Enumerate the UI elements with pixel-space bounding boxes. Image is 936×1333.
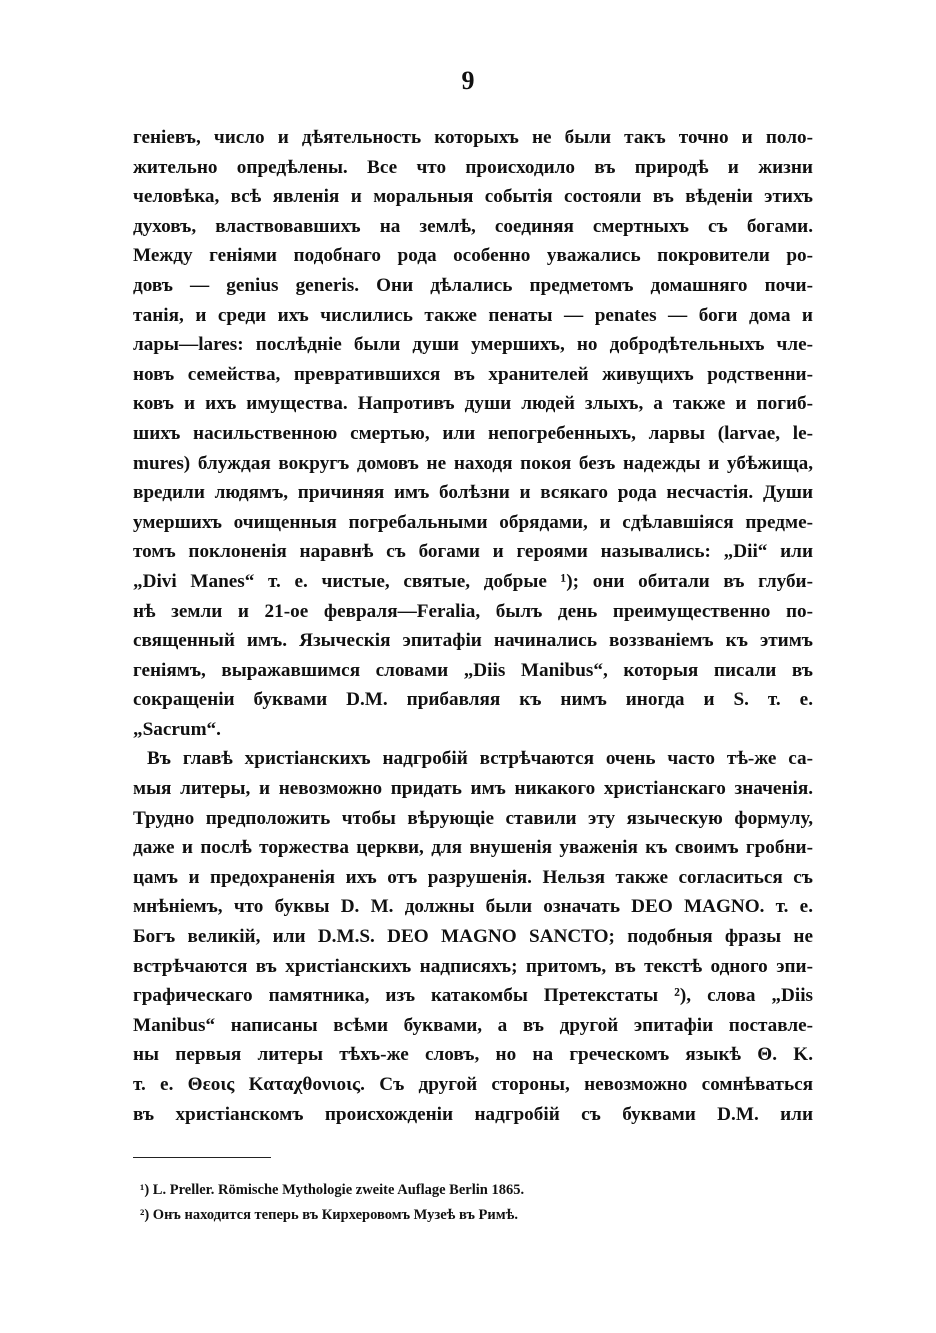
text-line: ны первыя литеры тѣхъ-же словъ, но на греческомъ языкѣ Θ. K.	[133, 1044, 813, 1066]
text-line: довъ — genius generis. Они дѣлались предметомъ домашняго почи-	[133, 274, 813, 296]
text-line: даже и послѣ торжества церкви, для внушенія уваженія къ своимъ гробни-	[133, 837, 813, 859]
footnotes	[140, 1178, 800, 1228]
text-line: Въ главѣ христіанскихъ надгробій встрѣчаются очень часто тѣ-же са-	[147, 748, 813, 770]
text-line: Трудно предположить чтобы вѣрующіе ставили эту языческую формулу,	[133, 807, 813, 829]
text-line: Между геніями подобнаго рода особенно уважались покровители ро-	[133, 245, 813, 267]
text-line: шихъ насильственною смертью, или непогребенныхъ, ларвы (larvae, le-	[133, 422, 813, 444]
text-line: цамъ и предохраненія ихъ отъ разрушенія. Нельзя также согласиться съ	[133, 866, 813, 888]
text-line: мнѣніемъ, что буквы D. M. должны были означать DEO MAGNO. т. е.	[133, 896, 813, 918]
text-line: геніямъ, выражавшимся словами „Diis Manibus“, которыя писали въ	[133, 659, 813, 681]
text-line: графическаго памятника, изъ катакомбы Претекстаты ²), слова „Diis	[133, 985, 813, 1007]
text-line: Богъ великій, или D.M.S. DEO MAGNO SANCTO; подобныя фразы не	[133, 926, 813, 948]
text-line: сокращеніи буквами D.M. прибавляя къ нимъ иногда и S. т. е.	[133, 689, 813, 711]
text-line: человѣка, всѣ явленія и моральныя событія состояли въ вѣденіи этихъ	[133, 186, 813, 208]
text-line: Manibus“ написаны всѣми буквами, а въ другой эпитафіи поставле-	[133, 1014, 813, 1036]
text-line: вредили людямъ, причиняя имъ болѣзни и всякаго рода несчастія. Души	[133, 482, 813, 504]
body-text	[133, 123, 813, 1129]
text-line: новъ семейства, превратившихся въ хранителей живущихъ родственни-	[133, 363, 813, 385]
text-line: т. е. Θεοις Καταχθονιοις. Съ другой стороны, невозможно сомнѣваться	[133, 1074, 813, 1095]
text-line: духовъ, властвовавшихъ на землѣ, соединяя смертныхъ съ богами.	[133, 215, 813, 237]
text-line: ковъ и ихъ имущества. Напротивъ души людей злыхъ, а также и погиб-	[133, 393, 813, 415]
footnote-divider	[133, 1157, 271, 1158]
text-line: танія, и среди ихъ числились также пенаты — penates — боги дома и	[133, 304, 813, 326]
text-line: „Sacrum“.	[133, 718, 221, 740]
text-line: встрѣчаются въ христіанскихъ надписяхъ; притомъ, въ текстѣ одного эпи-	[133, 955, 813, 977]
text-line: умершихъ очищенныя погребальными обрядами, и сдѣлавшіяся предме-	[133, 511, 813, 533]
text-line: „Divi Manes“ т. е. чистые, святые, добрые ¹); они обитали въ глуби-	[133, 570, 813, 592]
text-line: mures) блуждая вокругъ домовъ не находя покоя безъ надежды и убѣжища,	[133, 452, 813, 474]
text-line: въ христіанскомъ происхожденіи надгробій съ буквами D.M. или	[133, 1103, 813, 1125]
text-line: мыя литеры, и невозможно придать имъ никакого христіанскаго значенія.	[133, 778, 813, 800]
text-line: жительно опредѣлены. Все что происходило въ природѣ и жизни	[133, 156, 813, 178]
page-number: 9	[461, 66, 475, 95]
text-line: геніевъ, число и дѣятельность которыхъ не были такъ точно и поло-	[133, 127, 813, 148]
text-line: нѣ земли и 21-ое февраля—Feralia, былъ день преимущественно по-	[133, 600, 813, 622]
footnote-1: ¹) L. Preller. Römische Mythologie zweite Auflage Berlin 1865.	[140, 1182, 525, 1198]
footnote-2: ²) Онъ находится теперь въ Кирхеровомъ Музеѣ въ Римѣ.	[140, 1207, 518, 1223]
text-line: лары—lares: послѣдніе были души умершихъ, но добродѣтельныхъ чле-	[133, 334, 813, 356]
text-line: томъ поклоненія наравнѣ съ богами и героями назывались: „Dii“ или	[133, 541, 813, 563]
text-line: священный имъ. Языческія эпитафіи начинались воззваніемъ къ этимъ	[133, 630, 813, 652]
